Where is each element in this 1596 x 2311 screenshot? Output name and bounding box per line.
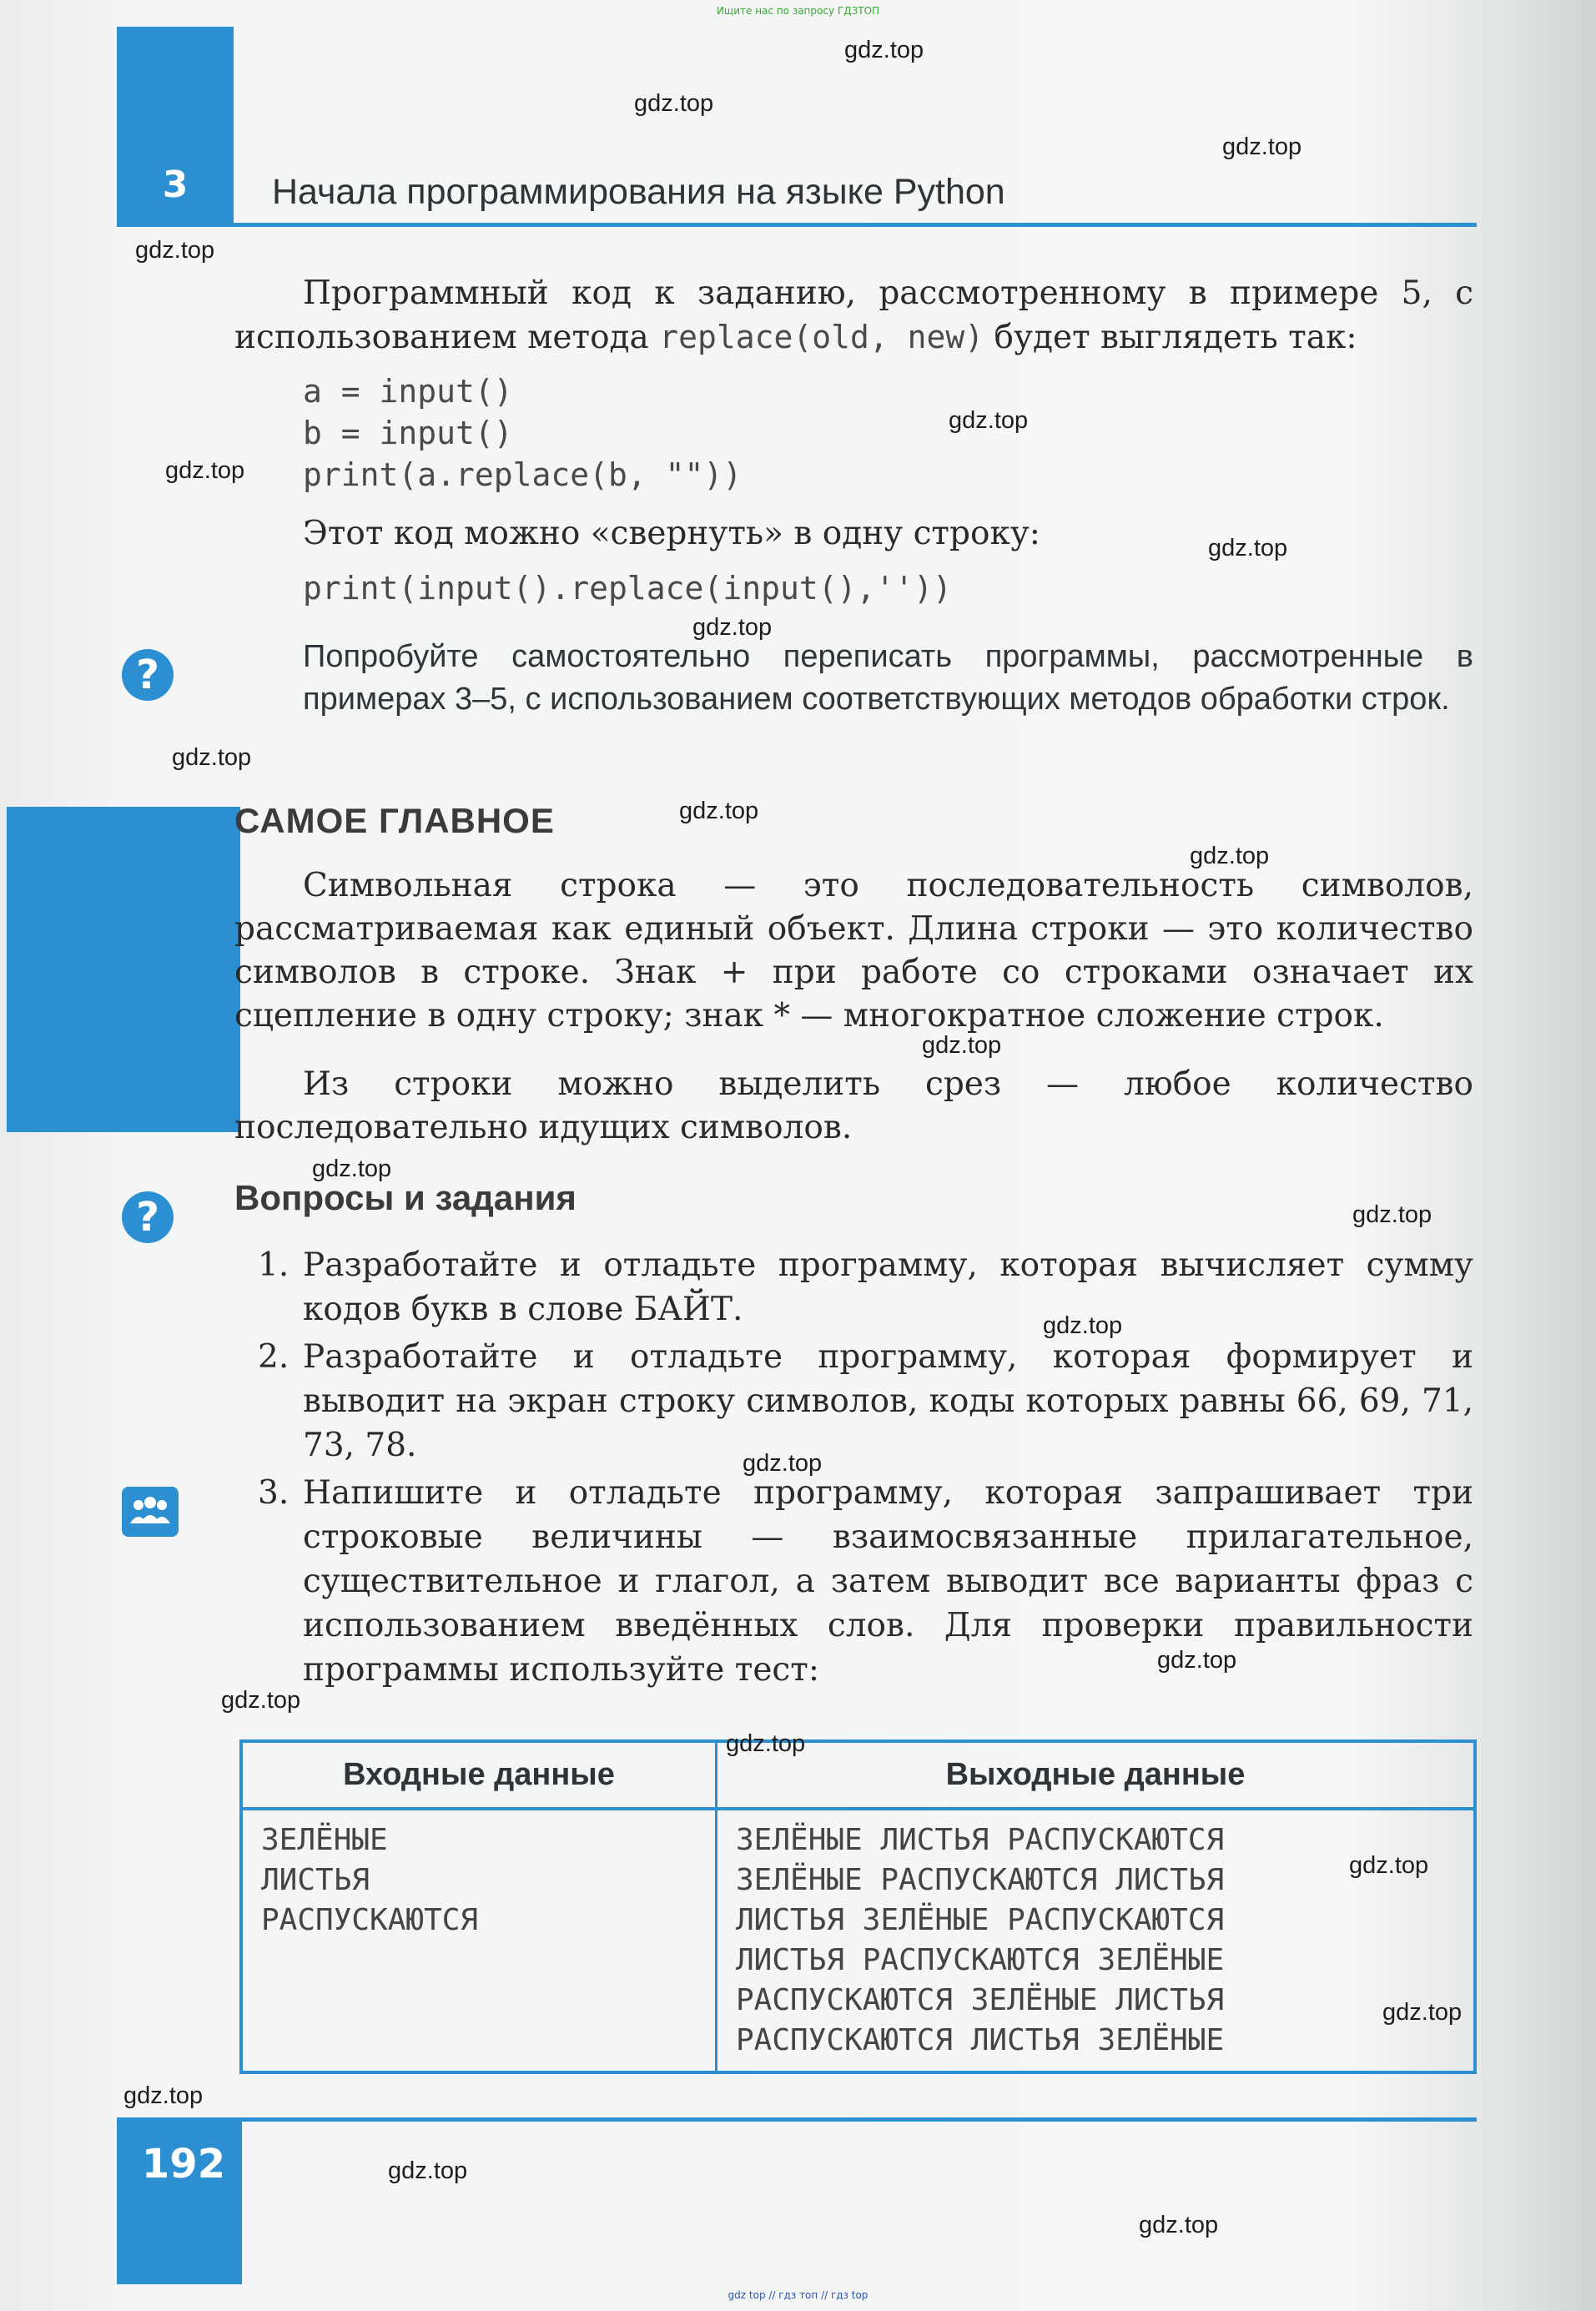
watermark: gdz.top [1043,1312,1123,1339]
task-number: 2. [258,1338,289,1376]
task-text: Напишите и отладьте программу, которая запрашивает три строковые величины — взаимосвязанные прилагательное, существительное и глагол, а затем выводит все варианты фраз с использованием введённых слов. Для проверки правильности программы используйте тест: [303,1474,1473,1689]
task-number: 1. [258,1246,289,1284]
watermark: gdz.top [1139,2212,1219,2238]
watermark: gdz.top [165,457,245,484]
watermark: gdz.top [634,90,714,117]
test-table [239,1740,1477,2074]
intro-method-code: replace(old, new) [659,319,984,355]
watermark: gdz.top [1349,1852,1429,1879]
watermark: gdz.top [1190,843,1270,869]
top-note: Ищите нас по запросу ГДЗТОП [716,5,880,17]
task-list [234,1243,1473,1695]
watermark: gdz.top [1208,535,1288,561]
watermark: gdz.top [135,237,215,264]
summary-heading: САМОЕ ГЛАВНОЕ [234,801,555,840]
code-block-1: a = input() b = input() print(a.replace(b, "")) [303,373,743,493]
side-band [7,807,240,1132]
watermark: gdz.top [1382,1999,1463,2026]
table-row [241,1809,1475,2072]
watermark: gdz.top [949,407,1029,434]
watermark: gdz.top [123,2082,204,2109]
watermark: gdz.top [172,744,252,771]
task-text: Разработайте и отладьте программу, которая вычисляет сумму кодов букв в слове БАЙТ. [303,1246,1473,1328]
task-item [234,1471,1473,1692]
bottom-note: gdz top // гдз топ // гдз top [728,2289,868,2301]
watermark: gdz.top [692,614,773,641]
input-column-header: Входные данные [241,1741,717,1809]
watermark: gdz.top [726,1730,806,1757]
task-item [234,1243,1473,1332]
code-block-2: print(input().replace(input(),'')) [303,570,952,607]
watermark: gdz.top [844,37,924,63]
group-people-icon-svg [122,1487,179,1537]
footer-rule [117,2117,1477,2122]
summary-paragraph-1 [234,864,1473,1038]
watermark: gdz.top [922,1032,1002,1059]
intro-paragraph [234,272,1473,360]
chapter-title: Начала программирования на языке Python [272,172,1005,212]
output-data-cell: ЗЕЛЁНЫЕ ЛИСТЬЯ РАСПУСКАЮТСЯ ЗЕЛЁНЫЕ РАСПУСКАЮТСЯ ЛИСТЬЯ ЛИСТЬЯ ЗЕЛЁНЫЕ РАСПУСКАЮТСЯ ЛИСТЬЯ РАСПУСКАЮТСЯ ЗЕЛЁНЫЕ РАСПУСКАЮТСЯ ЗЕЛЁНЫЕ ЛИСТЬЯ РАСПУСКАЮТСЯ ЛИСТЬЯ ЗЕЛЁНЫЕ [736,1823,1225,2057]
summary-text-1: Символьная строка — это последовательность символов, рассматриваемая как единый объект. Длина строки — это количество символов в строке. Знак + при работе со строками означает их сцепление в одну строку; знак * — многократное сложение строк. [234,867,1473,1035]
summary-text-2: Из строки можно выделить срез — любое количество последовательно идущих символов. [234,1065,1473,1146]
watermark: gdz.top [679,798,759,824]
task-number: 3. [258,1474,289,1512]
group-people-icon [122,1487,179,1537]
summary-paragraph-2 [234,1063,1473,1150]
collapse-text: Этот код можно «свернуть» в одну строку: [303,515,1040,552]
header-rule [117,223,1477,227]
watermark: gdz.top [743,1450,823,1477]
table-header-row [241,1741,1475,1809]
intro-text-before: Программный код к заданию, рассмотренному в примере 5, с использованием метода [234,274,1473,356]
questions-heading: Вопросы и задания [234,1178,576,1217]
watermark: gdz.top [221,1687,301,1714]
task-text: Разработайте и отладьте программу, которая формирует и выводит на экран строку символов, коды которых равны 66, 69, 71, 73, 78. [303,1338,1473,1464]
watermark: gdz.top [1157,1647,1237,1674]
page-number: 192 [141,2141,226,2188]
intro-text-after: будет выглядеть так: [984,319,1357,356]
collapse-paragraph [234,512,1473,556]
task-item [234,1335,1473,1468]
question-icon: ? [122,1191,174,1243]
question-icon: ? [122,649,174,701]
watermark: gdz.top [1222,133,1302,160]
watermark: gdz.top [388,2157,468,2184]
watermark: gdz.top [1352,1201,1432,1228]
output-column-header: Выходные данные [717,1741,1476,1809]
input-data-cell: ЗЕЛЁНЫЕ ЛИСТЬЯ РАСПУСКАЮТСЯ [241,1809,717,2072]
watermark: gdz.top [312,1156,392,1182]
try-paragraph: Попробуйте самостоятельно переписать программы, рассмотренные в примерах 3–5, с использованием соответствующих методов обработки строк. [303,639,1473,717]
chapter-number: 3 [162,164,189,206]
